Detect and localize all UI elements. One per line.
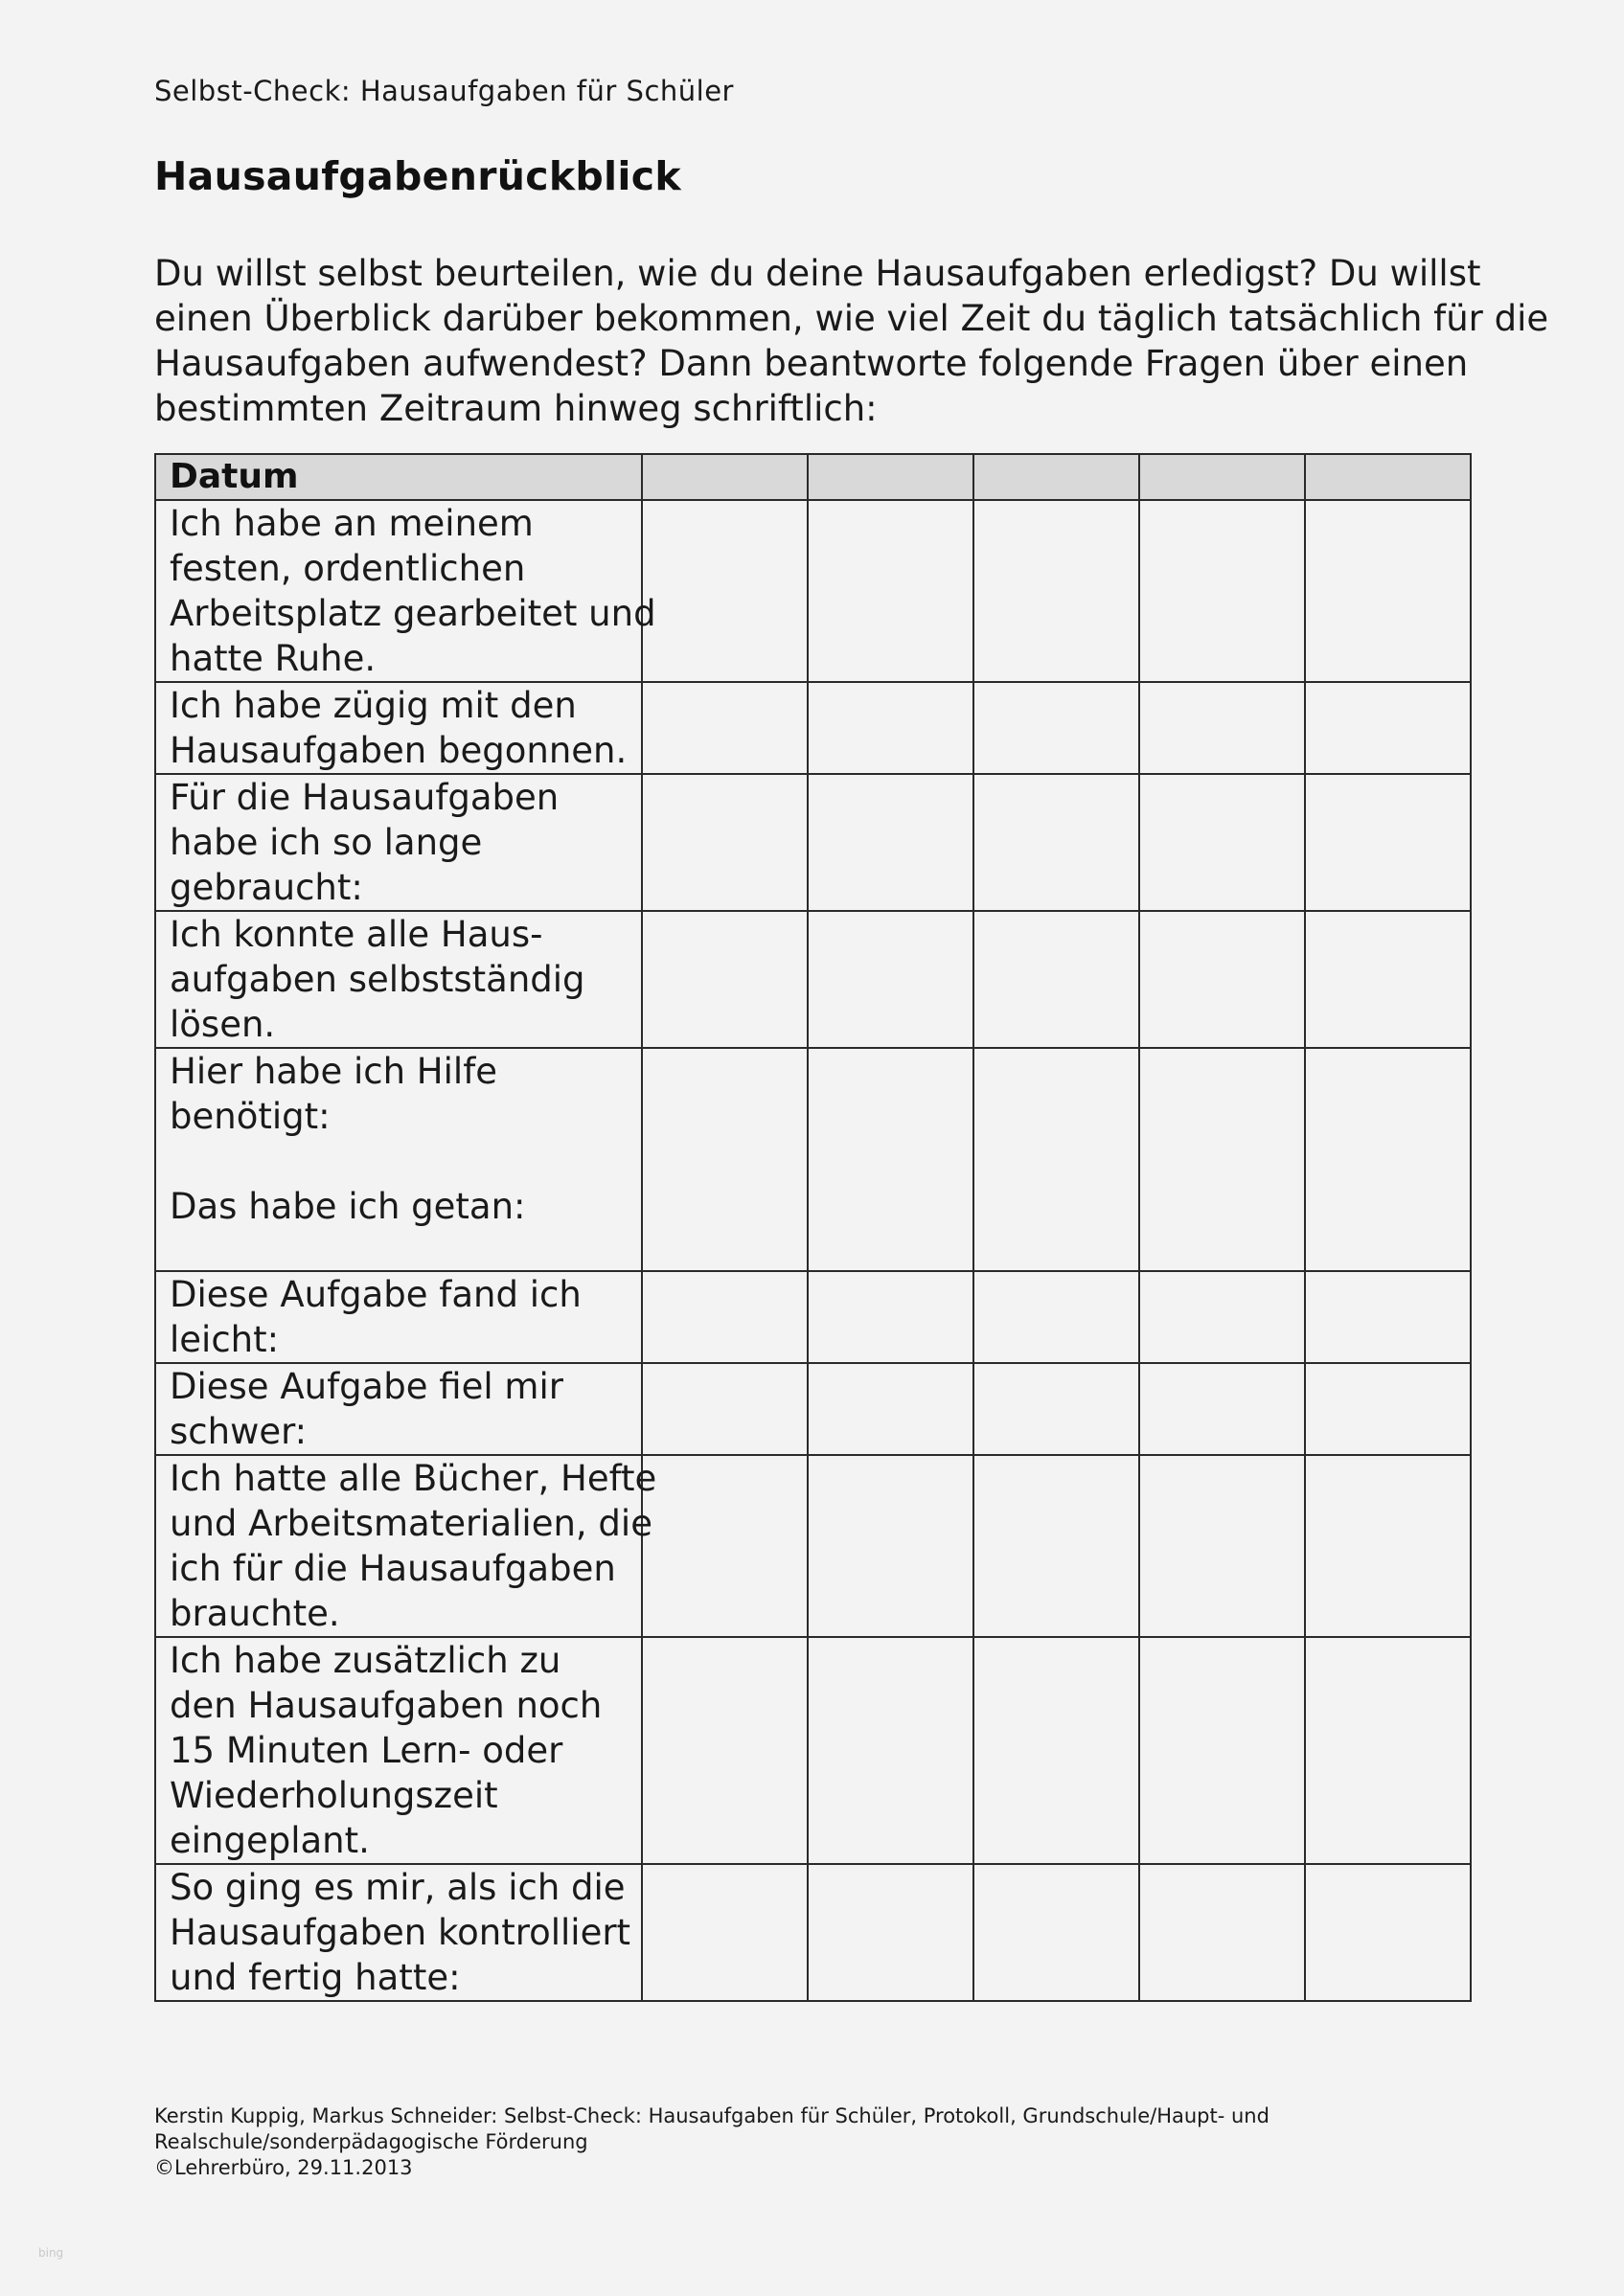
question-line: hatte Ruhe. xyxy=(170,638,377,679)
table-row xyxy=(155,1271,1471,1363)
question-line: festen, ordentlichen xyxy=(170,548,526,589)
answer-cell[interactable] xyxy=(642,911,808,1048)
answer-cell[interactable] xyxy=(1139,1048,1305,1271)
answer-cell[interactable] xyxy=(808,1455,973,1637)
answer-cell[interactable] xyxy=(973,1048,1139,1271)
question-line: und Arbeitsmaterialien, die xyxy=(170,1503,652,1544)
question-line: So ging es mir, als ich die xyxy=(170,1867,626,1908)
table-row xyxy=(155,500,1471,682)
intro-line: einen Überblick darüber bekommen, wie viel Zeit du täglich tatsächlich für die xyxy=(154,298,1549,339)
question-cell xyxy=(155,1455,657,1637)
question-cell xyxy=(155,1271,642,1363)
question-line: Wiederholungszeit xyxy=(170,1775,498,1816)
footer-line: Kerstin Kuppig, Markus Schneider: Selbst-Check: Hausaufgaben für Schüler, Protokoll, Grundschule/Haupt- und xyxy=(154,2104,1269,2127)
answer-cell[interactable] xyxy=(808,1363,973,1455)
answer-cell[interactable] xyxy=(973,1271,1139,1363)
answer-cell[interactable] xyxy=(1139,1271,1305,1363)
question-line: Ich konnte alle Haus- xyxy=(170,914,543,955)
table-row xyxy=(155,1637,1471,1864)
question-cell xyxy=(155,682,642,774)
answer-cell[interactable] xyxy=(1139,1637,1305,1864)
question-cell xyxy=(155,911,642,1048)
answer-cell[interactable] xyxy=(1305,1048,1471,1271)
answer-cell[interactable] xyxy=(642,1864,808,2001)
table-row xyxy=(155,774,1471,911)
document-title: Hausaufgabenrückblick xyxy=(154,153,681,199)
answer-cell[interactable] xyxy=(642,682,808,774)
table-header-row xyxy=(155,454,1471,500)
question-line: Diese Aufgabe fand ich xyxy=(170,1274,582,1315)
answer-cell[interactable] xyxy=(808,682,973,774)
answer-cell[interactable] xyxy=(808,911,973,1048)
footer-line: Realschule/sonderpädagogische Förderung xyxy=(154,2130,588,2153)
answer-cell[interactable] xyxy=(808,774,973,911)
corner-watermark: bing xyxy=(38,2246,64,2260)
question-cell xyxy=(155,1048,642,1271)
question-line: den Hausaufgaben noch xyxy=(170,1685,603,1726)
question-line: Ich habe an meinem xyxy=(170,503,534,544)
answer-cell[interactable] xyxy=(1139,1363,1305,1455)
document-footer xyxy=(154,2103,1269,2181)
question-cell xyxy=(155,1864,642,2001)
question-gap xyxy=(170,1139,641,1184)
answer-cell[interactable] xyxy=(1139,911,1305,1048)
answer-cell[interactable] xyxy=(973,774,1139,911)
answer-cell[interactable] xyxy=(808,500,973,682)
question-line: Arbeitsplatz gearbeitet und xyxy=(170,593,656,634)
date-column-cell[interactable] xyxy=(1305,454,1471,500)
answer-cell[interactable] xyxy=(1305,911,1471,1048)
question-line: Ich hatte alle Bücher, Hefte xyxy=(170,1458,657,1499)
question-line: Das habe ich getan: xyxy=(170,1186,526,1227)
table-row xyxy=(155,1048,1471,1271)
intro-line: Hausaufgaben aufwendest? Dann beantworte folgende Fragen über einen xyxy=(154,343,1469,384)
answer-cell[interactable] xyxy=(642,1363,808,1455)
question-line: aufgaben selbstständig xyxy=(170,959,585,1000)
question-cell xyxy=(155,1637,642,1864)
table-row xyxy=(155,1864,1471,2001)
question-cell xyxy=(155,774,642,911)
answer-cell[interactable] xyxy=(1305,500,1471,682)
answer-cell[interactable] xyxy=(1305,1271,1471,1363)
answer-cell[interactable] xyxy=(973,1455,1139,1637)
answer-cell[interactable] xyxy=(973,911,1139,1048)
answer-cell[interactable] xyxy=(973,1864,1139,2001)
table-row xyxy=(155,682,1471,774)
answer-cell[interactable] xyxy=(1305,1363,1471,1455)
question-line: ich für die Hausaufgaben xyxy=(170,1548,616,1589)
answer-cell[interactable] xyxy=(1305,1637,1471,1864)
date-column-cell[interactable] xyxy=(642,454,808,500)
question-line: gebraucht: xyxy=(170,867,363,908)
answer-cell[interactable] xyxy=(1305,682,1471,774)
self-check-table xyxy=(154,453,1472,2002)
question-line: eingeplant. xyxy=(170,1820,370,1861)
table-row xyxy=(155,1363,1471,1455)
answer-cell[interactable] xyxy=(642,1455,808,1637)
question-line: Diese Aufgabe fiel mir xyxy=(170,1366,563,1407)
question-line: leicht: xyxy=(170,1319,280,1360)
answer-cell[interactable] xyxy=(642,1637,808,1864)
answer-cell[interactable] xyxy=(1305,1455,1471,1637)
answer-cell[interactable] xyxy=(973,1363,1139,1455)
question-cell xyxy=(155,1363,642,1455)
question-line: Ich habe zusätzlich zu xyxy=(170,1640,561,1681)
date-column-cell[interactable] xyxy=(973,454,1139,500)
question-line: brauchte. xyxy=(170,1593,340,1634)
answer-cell[interactable] xyxy=(642,774,808,911)
answer-cell[interactable] xyxy=(642,500,808,682)
answer-cell[interactable] xyxy=(808,1864,973,2001)
table-row xyxy=(155,911,1471,1048)
table-body xyxy=(155,500,1471,2001)
intro-line: bestimmten Zeitraum hinweg schriftlich: xyxy=(154,388,878,429)
document-header: Selbst-Check: Hausaufgaben für Schüler xyxy=(154,75,734,107)
answer-cell[interactable] xyxy=(973,500,1139,682)
answer-cell[interactable] xyxy=(1305,1864,1471,2001)
footer-line: ©Lehrerbüro, 29.11.2013 xyxy=(154,2156,413,2179)
date-header-label: Datum xyxy=(155,454,642,500)
question-line: lösen. xyxy=(170,1004,276,1045)
question-line: Ich habe zügig mit den xyxy=(170,685,577,726)
intro-paragraph xyxy=(154,251,1549,431)
answer-cell[interactable] xyxy=(808,1271,973,1363)
answer-cell[interactable] xyxy=(973,1637,1139,1864)
answer-cell[interactable] xyxy=(808,1048,973,1271)
question-cell xyxy=(155,500,656,682)
question-line: Hausaufgaben kontrolliert xyxy=(170,1912,631,1953)
question-line: Hier habe ich Hilfe xyxy=(170,1051,497,1092)
question-line: Für die Hausaufgaben xyxy=(170,777,560,818)
answer-cell[interactable] xyxy=(1305,774,1471,911)
answer-cell[interactable] xyxy=(973,682,1139,774)
answer-cell[interactable] xyxy=(1139,500,1305,682)
answer-cell[interactable] xyxy=(808,1637,973,1864)
answer-cell[interactable] xyxy=(1139,1864,1305,2001)
intro-line: Du willst selbst beurteilen, wie du deine Hausaufgaben erledigst? Du willst xyxy=(154,253,1481,294)
question-line: Hausaufgaben begonnen. xyxy=(170,730,628,771)
answer-cell[interactable] xyxy=(642,1048,808,1271)
date-column-cell[interactable] xyxy=(1139,454,1305,500)
answer-cell[interactable] xyxy=(1139,1455,1305,1637)
date-column-cell[interactable] xyxy=(808,454,973,500)
question-line: schwer: xyxy=(170,1411,308,1452)
question-line: benötigt: xyxy=(170,1096,331,1137)
answer-cell[interactable] xyxy=(1139,774,1305,911)
table-row xyxy=(155,1455,1471,1637)
question-line: und fertig hatte: xyxy=(170,1957,461,1998)
question-line: habe ich so lange xyxy=(170,822,483,863)
answer-cell[interactable] xyxy=(642,1271,808,1363)
answer-cell[interactable] xyxy=(1139,682,1305,774)
question-line: 15 Minuten Lern- oder xyxy=(170,1730,563,1771)
